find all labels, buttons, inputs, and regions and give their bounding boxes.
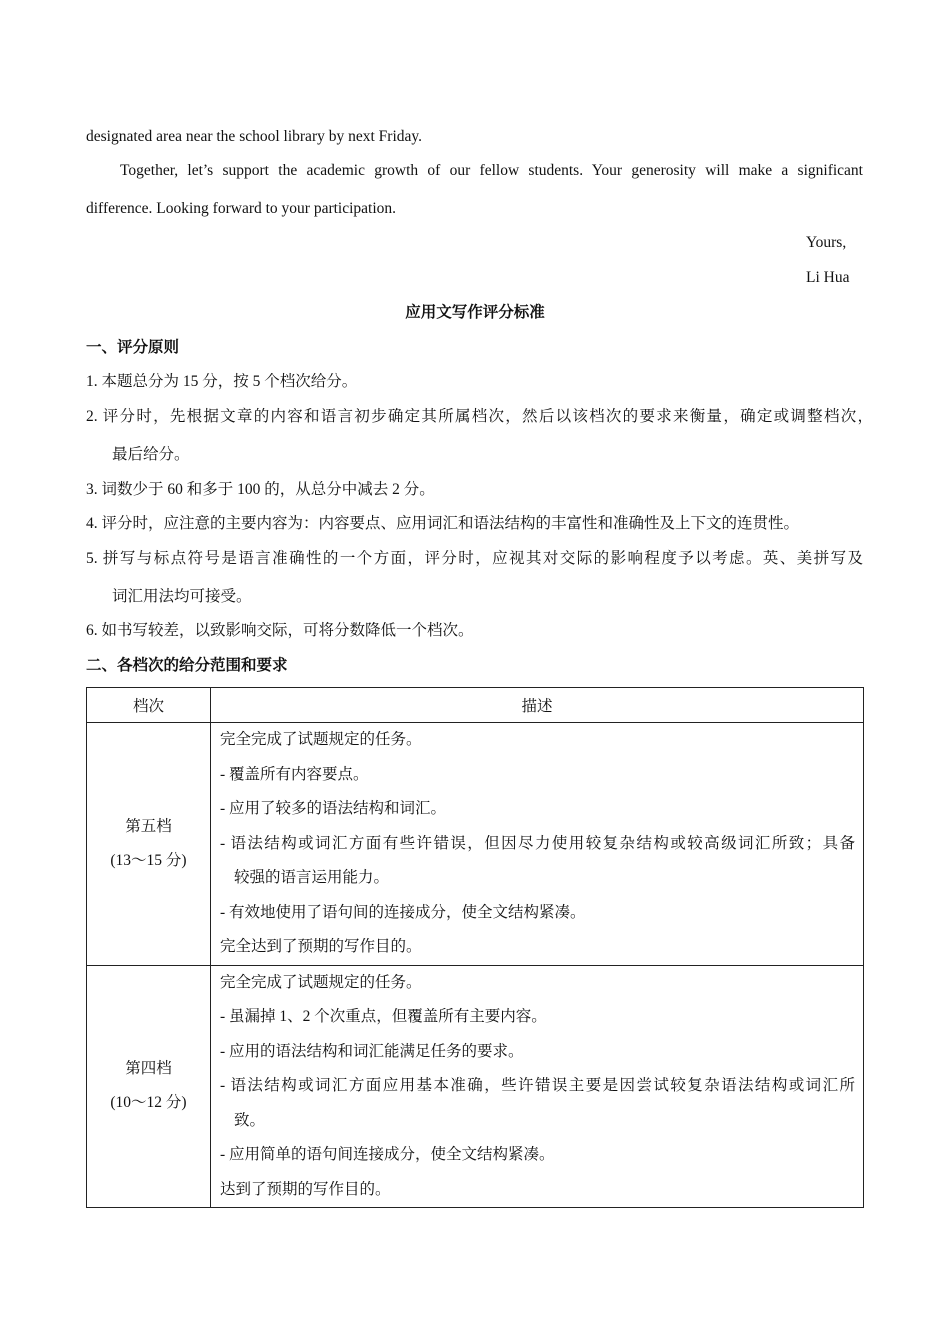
header-level: 档次	[87, 688, 211, 723]
principle-2-line-1: 2. 评分时，先根据文章的内容和语言初步确定其所属档次，然后以该档次的要求来衡量，确定或调整档次，	[86, 408, 873, 425]
table-row	[87, 965, 864, 1208]
level-name: 第四档	[125, 1060, 172, 1078]
section-1-heading: 一、评分原则	[86, 339, 180, 356]
description-cell	[211, 965, 864, 1208]
level-cell	[87, 965, 211, 1208]
principle-4: 4. 评分时，应注意的主要内容为：内容要点、应用词汇和语法结构的丰富性和准确性及上下文的连贯性。	[86, 515, 800, 532]
description-line: 完全完成了试题规定的任务。	[220, 973, 422, 991]
description-line: - 应用的语法结构和词汇能满足任务的要求。	[220, 1042, 524, 1060]
principle-5-line-1: 5. 拼写与标点符号是语言准确性的一个方面，评分时，应视其对交际的影响程度予以考虑。英、美拼写及	[86, 550, 863, 567]
description-line: 达到了预期的写作目的。	[220, 1180, 391, 1198]
level-cell	[87, 723, 211, 966]
description-cell	[211, 723, 864, 966]
description-line: - 应用了较多的语法结构和词汇。	[220, 800, 447, 817]
table-row	[87, 723, 864, 966]
grading-table	[86, 687, 864, 1208]
level-range: (10～12 分)	[110, 1094, 187, 1112]
description-line: - 语法结构或词汇方面有些许错误，但因尽力使用较复杂结构或较高级词汇所致；具备	[220, 834, 855, 852]
description-line: 完全达到了预期的写作目的。	[220, 938, 422, 955]
letter-paragraph-line-1: Together, let’s support the academic growth of our fellow students. Your generosity will make a significant	[120, 162, 863, 179]
description-line: 完全完成了试题规定的任务。	[220, 731, 422, 748]
rubric-title: 应用文写作评分标准	[405, 304, 545, 321]
principle-1: 1. 本题总分为 15 分，按 5 个档次给分。	[86, 373, 358, 390]
description-line: - 有效地使用了语句间的连接成分，使全文结构紧凑。	[220, 903, 586, 921]
principle-3: 3. 词数少于 60 和多于 100 的，从总分中减去 2 分。	[86, 481, 435, 498]
letter-signature: Li Hua	[806, 269, 850, 286]
description-line: - 语法结构或词汇方面应用基本准确，些许错误主要是因尝试较复杂语法结构或词汇所	[220, 1077, 855, 1094]
section-2-heading: 二、各档次的给分范围和要求	[86, 657, 288, 674]
header-description: 描述	[211, 688, 864, 723]
letter-closing: Yours,	[806, 234, 847, 251]
letter-line-1: designated area near the school library by next Friday.	[86, 128, 422, 145]
description-line: - 虽漏掉 1、2 个次重点，但覆盖所有主要内容。	[220, 1008, 547, 1025]
letter-paragraph-line-2: difference. Looking forward to your participation.	[86, 200, 397, 217]
principle-6: 6. 如书写较差，以致影响交际，可将分数降低一个档次。	[86, 622, 474, 639]
level-name: 第五档	[125, 817, 172, 835]
principle-2-line-2: 最后给分。	[112, 446, 190, 463]
description-line: 较强的语言运用能力。	[234, 869, 390, 886]
description-line: 致。	[234, 1111, 266, 1129]
principle-5-line-2: 词汇用法均可接受。	[112, 588, 252, 605]
description-line: - 应用简单的语句间连接成分，使全文结构紧凑。	[220, 1146, 555, 1163]
description-line: - 覆盖所有内容要点。	[220, 765, 369, 783]
level-range: (13～15 分)	[110, 851, 187, 869]
table-header-row	[87, 688, 864, 723]
